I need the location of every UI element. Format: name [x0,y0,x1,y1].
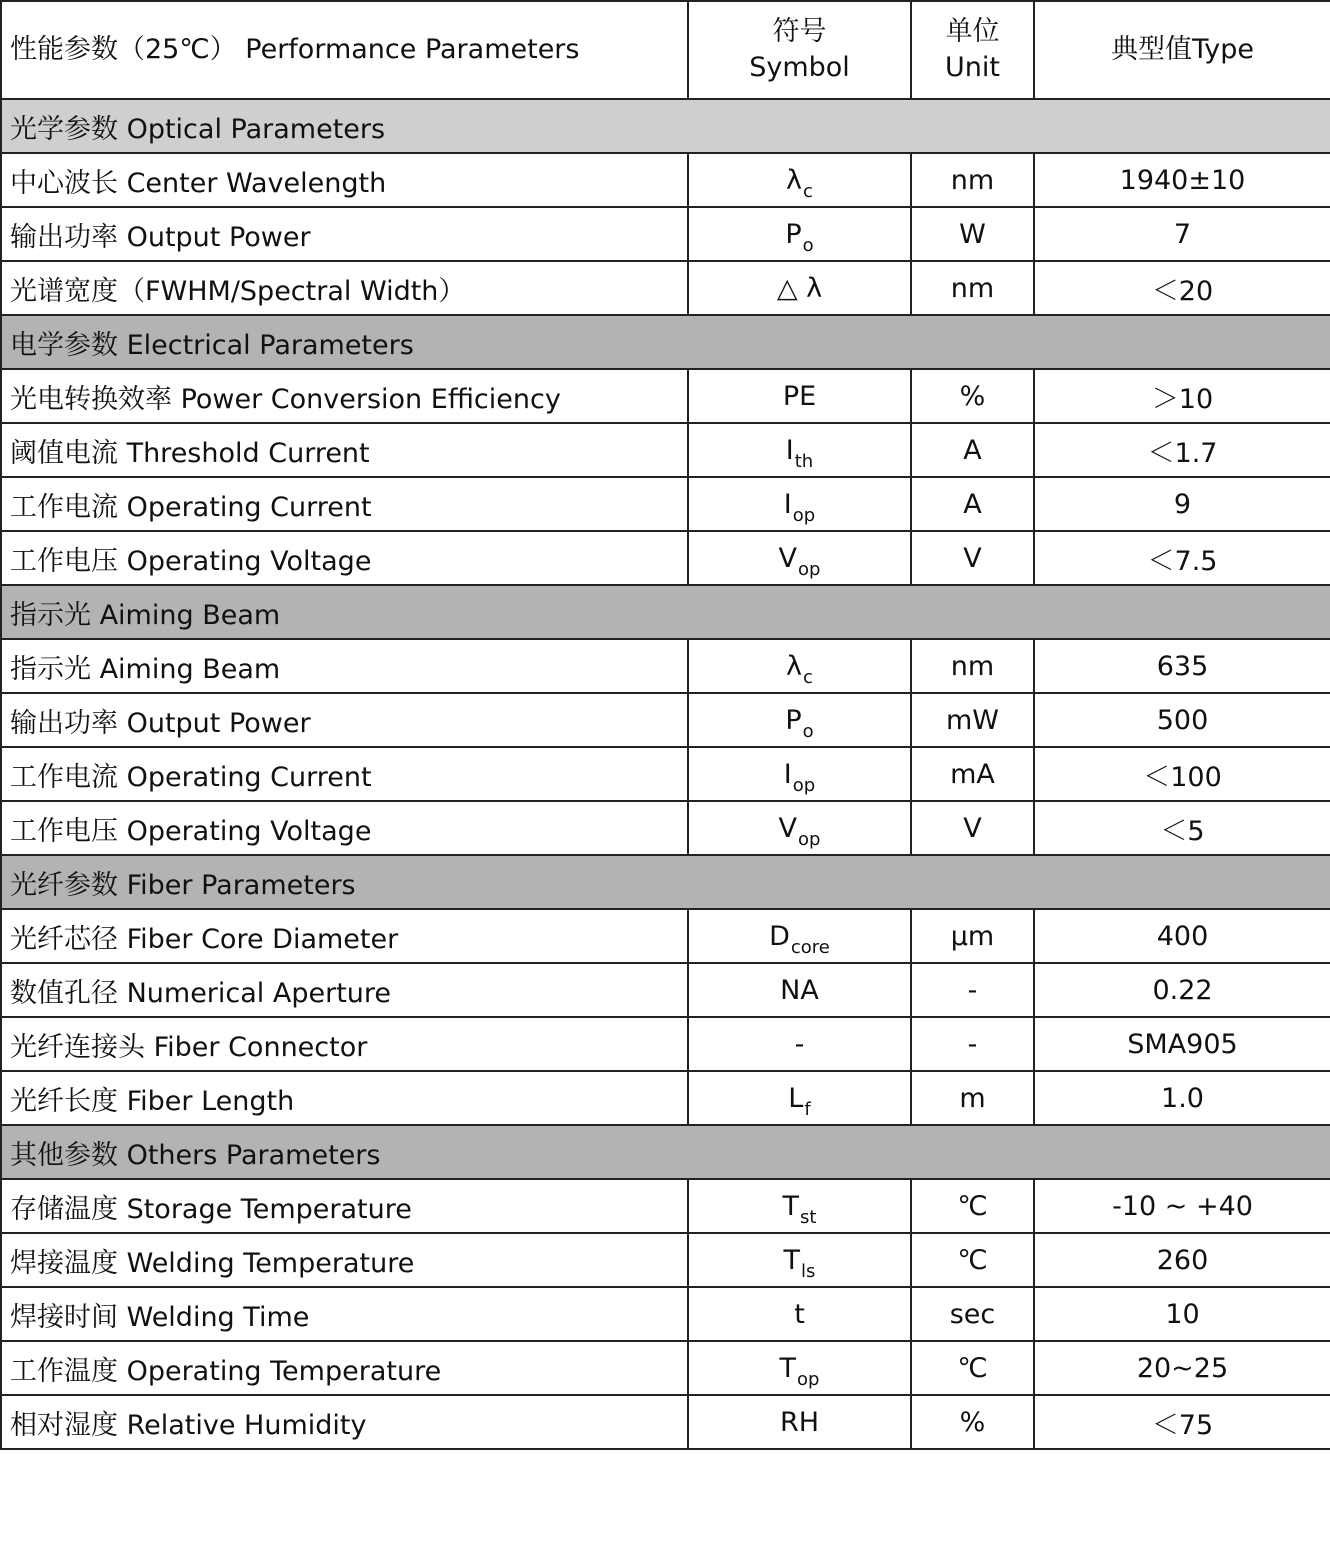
symbol-subscript: st [800,1206,817,1228]
param-value: 635 [1034,639,1330,693]
header-symbol-cn: 符号 [772,16,827,47]
symbol-subscript: f [804,1098,811,1120]
param-symbol [688,693,911,747]
param-value: 7 [1034,207,1330,261]
param-unit: m [911,1071,1034,1125]
table-row [1,909,1330,963]
param-name: 存储温度 Storage Temperature [1,1179,688,1233]
param-value: 9 [1034,477,1330,531]
param-name: 输出功率 Output Power [1,693,688,747]
symbol-subscript: c [803,180,813,202]
param-name: 中心波长 Center Wavelength [1,153,688,207]
table-row [1,477,1330,531]
param-unit: V [911,531,1034,585]
table-row [1,369,1330,423]
param-value: 500 [1034,693,1330,747]
param-unit: W [911,207,1034,261]
header-unit-en: Unit [945,52,1000,83]
table-row [1,261,1330,315]
table-row [1,1341,1330,1395]
param-name: 光纤芯径 Fiber Core Diameter [1,909,688,963]
header-param: 性能参数（25℃） Performance Parameters [1,1,688,99]
symbol-subscript: op [792,504,816,526]
table-row [1,639,1330,693]
symbol-main: P [785,704,802,736]
param-symbol [688,1233,911,1287]
symbol-main: I [785,434,794,466]
symbol-subscript: ls [801,1260,816,1282]
symbol-main: NA [780,974,819,1006]
table-row [1,1179,1330,1233]
param-unit: % [911,369,1034,423]
symbol-main: T [779,1352,797,1384]
param-unit: % [911,1395,1034,1449]
symbol-main: PE [782,380,817,412]
section-title: 电学参数 Electrical Parameters [1,315,1330,369]
param-symbol [688,1287,911,1341]
header-symbol [688,1,911,99]
param-unit: ℃ [911,1341,1034,1395]
symbol-main: λ [786,650,803,682]
param-value: SMA905 [1034,1017,1330,1071]
param-value: ＜100 [1034,747,1330,801]
param-name: 相对湿度 Relative Humidity [1,1395,688,1449]
section-header-row [1,315,1330,369]
param-symbol [688,1017,911,1071]
param-value: ＜75 [1034,1395,1330,1449]
symbol-main: V [778,812,798,844]
param-symbol [688,1071,911,1125]
param-symbol [688,963,911,1017]
param-value: ＜20 [1034,261,1330,315]
param-unit: A [911,477,1034,531]
section-header-row [1,1125,1330,1179]
param-value: 260 [1034,1233,1330,1287]
param-name: 数值孔径 Numerical Aperture [1,963,688,1017]
param-symbol [688,207,911,261]
param-symbol [688,423,911,477]
param-value: 10 [1034,1287,1330,1341]
table-row [1,747,1330,801]
param-unit: nm [911,153,1034,207]
symbol-subscript: o [802,720,814,742]
param-name: 工作电流 Operating Current [1,477,688,531]
section-title: 光纤参数 Fiber Parameters [1,855,1330,909]
param-symbol [688,153,911,207]
param-unit: sec [911,1287,1034,1341]
section-header-row [1,585,1330,639]
table-row [1,207,1330,261]
param-name: 光纤长度 Fiber Length [1,1071,688,1125]
param-name: 工作电压 Operating Voltage [1,531,688,585]
param-name: 焊接时间 Welding Time [1,1287,688,1341]
section-title: 其他参数 Others Parameters [1,1125,1330,1179]
section-title: 光学参数 Optical Parameters [1,99,1330,153]
param-symbol [688,369,911,423]
header-unit [911,1,1034,99]
param-name: 光电转换效率 Power Conversion Efficiency [1,369,688,423]
symbol-subscript: op [792,774,816,796]
param-value: ＞10 [1034,369,1330,423]
param-value: 400 [1034,909,1330,963]
table-row [1,1071,1330,1125]
param-symbol [688,1179,911,1233]
symbol-main: t [794,1298,805,1330]
table-row [1,801,1330,855]
param-symbol [688,639,911,693]
symbol-main: I [783,758,792,790]
param-unit: nm [911,261,1034,315]
header-row [1,1,1330,99]
table-row [1,423,1330,477]
symbol-main: D [769,920,790,952]
symbol-main: T [782,1190,800,1222]
param-value: 20~25 [1034,1341,1330,1395]
table-row [1,1287,1330,1341]
table-row [1,1233,1330,1287]
param-value: 1940±10 [1034,153,1330,207]
param-name: 阈值电流 Threshold Current [1,423,688,477]
symbol-main: L [788,1082,804,1114]
symbol-subscript: core [790,936,830,958]
table-row [1,531,1330,585]
param-symbol [688,477,911,531]
symbol-subscript: o [802,234,814,256]
section-title: 指示光 Aiming Beam [1,585,1330,639]
param-symbol [688,747,911,801]
symbol-subscript: op [798,828,821,850]
symbol-subscript: op [798,558,821,580]
param-symbol [688,1341,911,1395]
symbol-main: RH [779,1406,820,1438]
param-unit: - [911,963,1034,1017]
param-value: ＜1.7 [1034,423,1330,477]
table-row [1,1395,1330,1449]
param-value: ＜7.5 [1034,531,1330,585]
param-unit: μm [911,909,1034,963]
param-unit: ℃ [911,1233,1034,1287]
param-unit: ℃ [911,1179,1034,1233]
table-row [1,693,1330,747]
param-name: 光纤连接头 Fiber Connector [1,1017,688,1071]
param-symbol [688,261,911,315]
symbol-main: T [783,1244,801,1276]
section-header-row [1,855,1330,909]
symbol-main: P [785,218,802,250]
param-symbol [688,531,911,585]
param-unit: A [911,423,1034,477]
param-symbol [688,909,911,963]
param-unit: - [911,1017,1034,1071]
param-unit: mA [911,747,1034,801]
param-name: 工作电压 Operating Voltage [1,801,688,855]
param-unit: V [911,801,1034,855]
param-value: 0.22 [1034,963,1330,1017]
param-name: 光谱宽度（FWHM/Spectral Width） [1,261,688,315]
symbol-main: λ [786,164,803,196]
symbol-main: - [794,1028,805,1060]
symbol-main: △ λ [776,272,823,304]
table-row [1,153,1330,207]
header-unit-cn: 单位 [945,16,1000,47]
table-row [1,1017,1330,1071]
param-unit: mW [911,693,1034,747]
section-header-row [1,99,1330,153]
table-row [1,963,1330,1017]
param-symbol [688,801,911,855]
symbol-subscript: th [794,450,814,472]
param-name: 输出功率 Output Power [1,207,688,261]
param-name: 工作温度 Operating Temperature [1,1341,688,1395]
symbol-subscript: c [803,666,813,688]
param-value: 1.0 [1034,1071,1330,1125]
symbol-subscript: op [797,1368,820,1390]
param-value: ＜5 [1034,801,1330,855]
param-name: 工作电流 Operating Current [1,747,688,801]
param-name: 指示光 Aiming Beam [1,639,688,693]
symbol-main: I [783,488,792,520]
header-type: 典型值Type [1034,1,1330,99]
header-symbol-en: Symbol [749,52,850,83]
param-symbol [688,1395,911,1449]
param-value: -10 ~ +40 [1034,1179,1330,1233]
param-unit: nm [911,639,1034,693]
param-name: 焊接温度 Welding Temperature [1,1233,688,1287]
symbol-main: V [778,542,798,574]
